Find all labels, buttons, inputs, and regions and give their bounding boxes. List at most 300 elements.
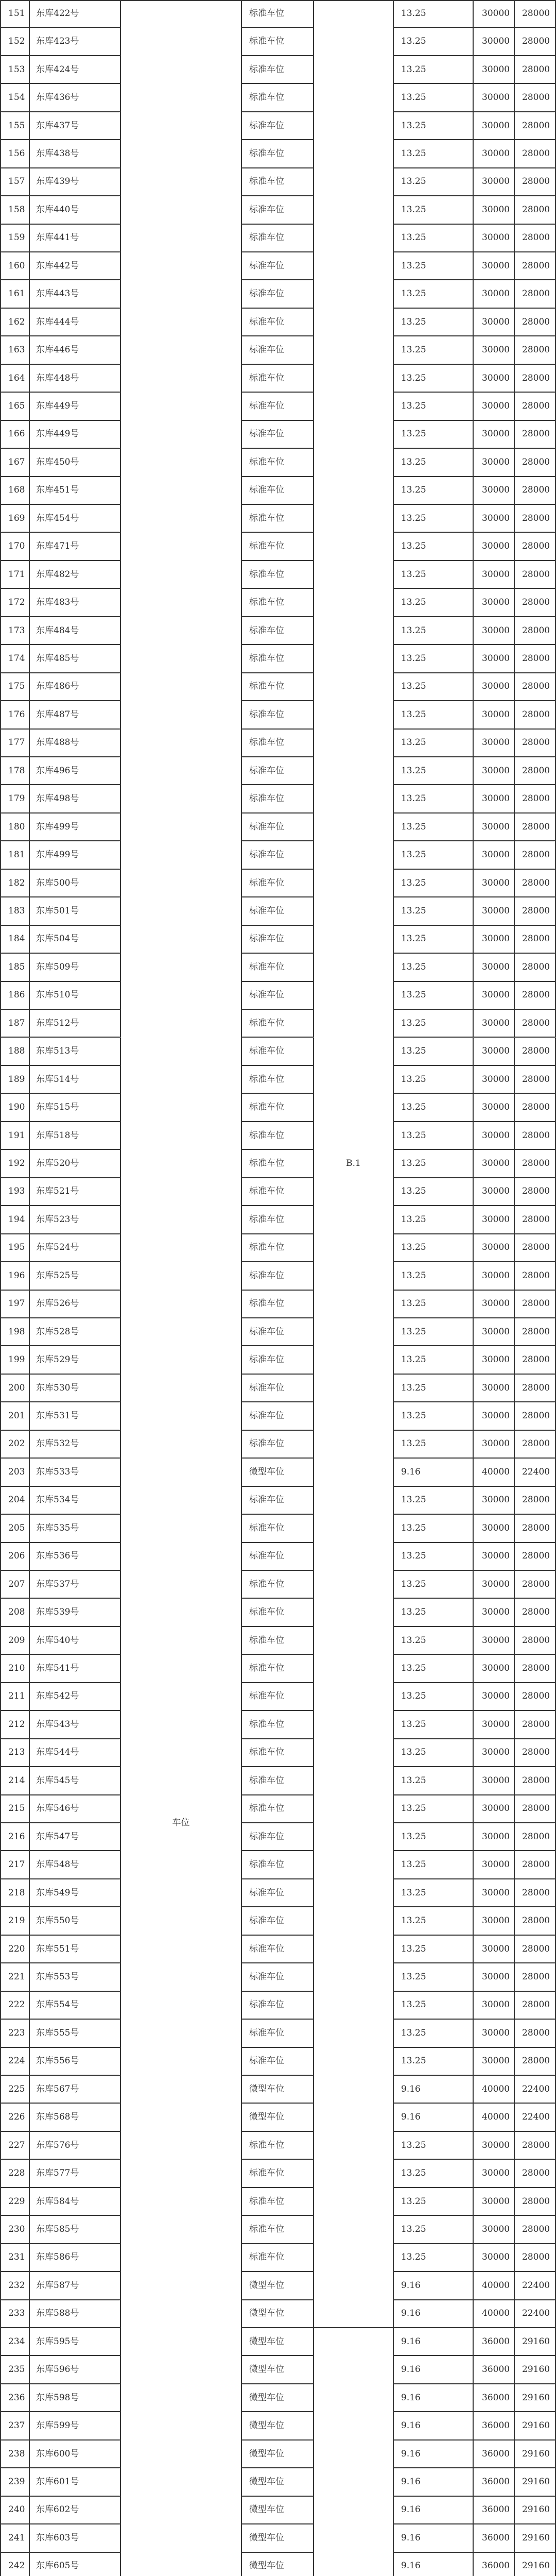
space-name-cell: 东库549号 [30,1879,121,1907]
area-cell: 13.25 [394,1599,474,1626]
price-cell: 30000 [474,1178,515,1206]
space-type-cell: 标准车位 [242,1627,314,1655]
space-name-cell: 东库600号 [30,2441,121,2468]
unit-price-cell: 28000 [515,1346,556,1374]
unit-price-cell: 28000 [515,1178,556,1206]
space-type-cell: 标准车位 [242,84,314,112]
unit-price-cell: 29160 [515,2468,556,2496]
price-cell: 30000 [474,1711,515,1739]
row-number-cell: 242 [0,2553,30,2576]
space-name-cell: 东库601号 [30,2468,121,2496]
unit-price-cell: 28000 [515,421,556,449]
row-number-cell: 202 [0,1431,30,1459]
price-cell: 30000 [474,841,515,869]
unit-price-cell: 28000 [515,1122,556,1150]
space-name-cell: 东库440号 [30,196,121,224]
space-name-cell: 东库514号 [30,1066,121,1094]
space-name-cell: 东库496号 [30,757,121,785]
price-cell: 30000 [474,2244,515,2272]
area-cell: 9.16 [394,2356,474,2384]
area-cell: 13.25 [394,673,474,701]
area-cell: 13.25 [394,897,474,925]
area-cell: 13.25 [394,196,474,224]
row-number-cell: 157 [0,168,30,196]
unit-price-cell: 28000 [515,1318,556,1346]
unit-price-cell: 28000 [515,2216,556,2244]
area-cell: 13.25 [394,1851,474,1879]
unit-price-cell: 28000 [515,533,556,561]
unit-price-cell: 28000 [515,1206,556,1234]
unit-price-cell: 28000 [515,730,556,757]
price-cell: 30000 [474,1683,515,1711]
unit-price-cell: 28000 [515,926,556,954]
row-number-cell: 216 [0,1823,30,1851]
space-type-cell: 微型车位 [242,2384,314,2412]
space-name-cell: 东库518号 [30,1122,121,1150]
unit-price-cell: 28000 [515,2160,556,2188]
price-cell: 30000 [474,870,515,897]
space-type-cell: 标准车位 [242,1823,314,1851]
area-cell: 13.25 [394,2020,474,2047]
row-number-cell: 160 [0,252,30,280]
space-name-cell: 东库545号 [30,1767,121,1795]
row-number-cell: 164 [0,365,30,393]
row-number-cell: 165 [0,393,30,420]
space-name-cell: 东库547号 [30,1823,121,1851]
space-name-cell: 东库498号 [30,785,121,813]
price-cell: 30000 [474,1262,515,1290]
area-cell: 13.25 [394,1318,474,1346]
unit-price-cell: 28000 [515,982,556,1010]
unit-price-cell: 28000 [515,1010,556,1038]
price-cell: 30000 [474,814,515,841]
row-number-cell: 189 [0,1066,30,1094]
area-cell: 13.25 [394,954,474,981]
unit-price-cell: 28000 [515,1907,556,1935]
space-type-cell: 标准车位 [242,1851,314,1879]
area-cell: 13.25 [394,730,474,757]
price-cell: 30000 [474,477,515,505]
area-cell: 13.25 [394,84,474,112]
space-name-cell: 东库553号 [30,1963,121,1991]
row-number-cell: 239 [0,2468,30,2496]
space-name-cell: 东库540号 [30,1627,121,1655]
price-cell: 30000 [474,1992,515,2020]
space-name-cell: 东库546号 [30,1795,121,1823]
unit-price-cell: 28000 [515,1936,556,1963]
area-cell: 13.25 [394,477,474,505]
area-cell: 13.25 [394,1823,474,1851]
row-number-cell: 205 [0,1515,30,1543]
space-type-cell: 标准车位 [242,2132,314,2160]
area-cell: 13.25 [394,1655,474,1683]
row-number-cell: 170 [0,533,30,561]
space-name-cell: 东库509号 [30,954,121,981]
space-name-cell: 东库550号 [30,1907,121,1935]
space-type-cell: 标准车位 [242,393,314,420]
area-cell: 13.25 [394,1571,474,1599]
space-type-cell: 标准车位 [242,730,314,757]
row-number-cell: 193 [0,1178,30,1206]
area-cell: 13.25 [394,841,474,869]
price-cell: 30000 [474,1739,515,1767]
space-type-cell: 标准车位 [242,1346,314,1374]
unit-price-cell: 28000 [515,1487,556,1515]
area-cell: 13.25 [394,225,474,252]
row-number-cell: 232 [0,2272,30,2300]
unit-price-cell: 28000 [515,1963,556,1991]
space-type-cell: 标准车位 [242,785,314,813]
space-type-cell: 标准车位 [242,421,314,449]
price-cell: 30000 [474,1066,515,1094]
row-number-cell: 238 [0,2441,30,2468]
space-type-cell: 标准车位 [242,1234,314,1262]
area-cell: 13.25 [394,1907,474,1935]
unit-price-cell: 29160 [515,2328,556,2356]
space-name-cell: 东库515号 [30,1094,121,1122]
price-cell: 36000 [474,2497,515,2524]
space-type-cell: 标准车位 [242,1683,314,1711]
space-type-cell: 标准车位 [242,701,314,729]
row-number-cell: 218 [0,1879,30,1907]
space-type-cell: 标准车位 [242,1150,314,1178]
space-type-cell: 标准车位 [242,841,314,869]
unit-price-cell: 22400 [515,2076,556,2104]
space-type-cell: 标准车位 [242,1515,314,1543]
row-number-cell: 151 [0,0,30,28]
row-number-cell: 233 [0,2300,30,2328]
unit-price-cell: 28000 [515,645,556,673]
row-number-cell: 213 [0,1739,30,1767]
row-number-cell: 172 [0,589,30,617]
row-number-cell: 224 [0,2048,30,2076]
price-cell: 36000 [474,2328,515,2356]
price-cell: 30000 [474,252,515,280]
space-name-cell: 东库537号 [30,1571,121,1599]
space-name-cell: 东库423号 [30,28,121,56]
unit-price-cell: 28000 [515,1066,556,1094]
row-number-cell: 203 [0,1459,30,1486]
space-name-cell: 东库603号 [30,2524,121,2552]
space-name-cell: 东库588号 [30,2300,121,2328]
space-type-cell: 标准车位 [242,1711,314,1739]
row-number-cell: 168 [0,477,30,505]
area-cell: 13.25 [394,168,474,196]
unit-price-cell: 28000 [515,449,556,477]
space-type-cell: 标准车位 [242,1178,314,1206]
price-cell: 30000 [474,1318,515,1346]
space-name-cell: 东库605号 [30,2553,121,2576]
price-cell: 30000 [474,1907,515,1935]
space-type-cell: 标准车位 [242,561,314,589]
unit-price-cell: 28000 [515,814,556,841]
space-type-cell: 标准车位 [242,2244,314,2272]
price-cell: 30000 [474,1346,515,1374]
area-cell: 13.25 [394,421,474,449]
price-cell: 30000 [474,1122,515,1150]
row-number-cell: 155 [0,112,30,140]
space-name-cell: 东库454号 [30,505,121,533]
row-number-cell: 195 [0,1234,30,1262]
row-number-cell: 212 [0,1711,30,1739]
space-type-cell: 标准车位 [242,1318,314,1346]
space-name-cell: 东库438号 [30,140,121,168]
row-number-cell: 152 [0,28,30,56]
space-type-cell: 标准车位 [242,2216,314,2244]
space-type-cell: 标准车位 [242,1963,314,1991]
space-name-cell: 东库499号 [30,841,121,869]
price-cell: 30000 [474,28,515,56]
space-name-cell: 东库529号 [30,1346,121,1374]
row-number-cell: 190 [0,1094,30,1122]
unit-price-cell: 28000 [515,1234,556,1262]
area-cell: 13.25 [394,2048,474,2076]
space-name-cell: 东库436号 [30,84,121,112]
area-cell: 13.25 [394,533,474,561]
price-cell: 36000 [474,2524,515,2552]
row-number-cell: 229 [0,2188,30,2216]
row-number-cell: 162 [0,309,30,336]
space-name-cell: 东库533号 [30,1459,121,1486]
row-number-cell: 161 [0,280,30,308]
space-name-cell: 东库500号 [30,870,121,897]
unit-price-cell: 28000 [515,196,556,224]
unit-price-cell: 28000 [515,2048,556,2076]
area-cell: 13.25 [394,140,474,168]
space-type-cell: 微型车位 [242,2468,314,2496]
row-number-cell: 188 [0,1038,30,1066]
area-cell: 13.25 [394,449,474,477]
price-cell: 36000 [474,2468,515,2496]
unit-price-cell: 29160 [515,2441,556,2468]
space-type-cell: 微型车位 [242,2104,314,2131]
row-number-cell: 201 [0,1402,30,1430]
unit-price-cell: 28000 [515,1038,556,1066]
price-cell: 30000 [474,701,515,729]
row-number-cell: 219 [0,1907,30,1935]
area-cell: 13.25 [394,1431,474,1459]
unit-price-cell: 28000 [515,1571,556,1599]
space-name-cell: 东库542号 [30,1683,121,1711]
space-type-cell: 微型车位 [242,2300,314,2328]
unit-price-cell: 28000 [515,1655,556,1683]
space-type-cell: 标准车位 [242,1094,314,1122]
row-number-cell: 184 [0,926,30,954]
row-number-cell: 159 [0,225,30,252]
space-name-cell: 东库525号 [30,1262,121,1290]
area-cell: 13.25 [394,1178,474,1206]
price-cell: 30000 [474,1879,515,1907]
unit-price-cell: 28000 [515,140,556,168]
space-name-cell: 东库548号 [30,1851,121,1879]
space-type-cell: 微型车位 [242,1459,314,1486]
unit-price-cell: 28000 [515,561,556,589]
space-type-cell: 标准车位 [242,1655,314,1683]
space-name-cell: 东库599号 [30,2412,121,2440]
unit-price-cell: 28000 [515,1543,556,1571]
price-cell: 36000 [474,2553,515,2576]
area-cell: 13.25 [394,2160,474,2188]
space-type-cell: 标准车位 [242,1291,314,1318]
space-type-cell: 标准车位 [242,477,314,505]
unit-price-cell: 28000 [515,168,556,196]
area-cell: 13.25 [394,1879,474,1907]
price-cell: 30000 [474,168,515,196]
category-cell: 车位 [121,0,242,2576]
area-cell: 13.25 [394,1963,474,1991]
space-name-cell: 东库451号 [30,477,121,505]
space-type-cell: 标准车位 [242,0,314,28]
space-type-cell: 标准车位 [242,1739,314,1767]
unit-price-cell: 28000 [515,1767,556,1795]
unit-price-cell: 28000 [515,252,556,280]
area-cell: 13.25 [394,2188,474,2216]
area-cell: 13.25 [394,56,474,84]
space-type-cell: 标准车位 [242,954,314,981]
space-type-cell: 标准车位 [242,1907,314,1935]
area-cell: 9.16 [394,2384,474,2412]
space-type-cell: 标准车位 [242,1122,314,1150]
unit-price-cell: 28000 [515,1094,556,1122]
row-number-cell: 198 [0,1318,30,1346]
space-name-cell: 东库444号 [30,309,121,336]
row-number-cell: 174 [0,645,30,673]
space-name-cell: 东库524号 [30,1234,121,1262]
area-cell: 13.25 [394,336,474,364]
row-number-cell: 207 [0,1571,30,1599]
space-type-cell: 标准车位 [242,140,314,168]
area-cell: 13.25 [394,1346,474,1374]
area-cell: 13.25 [394,1795,474,1823]
unit-price-cell: 28000 [515,617,556,645]
price-cell: 30000 [474,1038,515,1066]
row-number-cell: 223 [0,2020,30,2047]
price-cell: 30000 [474,1150,515,1178]
space-type-cell: 微型车位 [242,2328,314,2356]
area-cell: 13.25 [394,1627,474,1655]
area-cell: 13.25 [394,1683,474,1711]
area-cell: 13.25 [394,505,474,533]
row-number-cell: 210 [0,1655,30,1683]
price-cell: 30000 [474,1599,515,1626]
space-name-cell: 东库449号 [30,421,121,449]
unit-price-cell: 28000 [515,477,556,505]
space-type-cell: 标准车位 [242,1571,314,1599]
area-cell: 9.16 [394,2272,474,2300]
space-name-cell: 东库554号 [30,1992,121,2020]
row-number-cell: 176 [0,701,30,729]
price-cell: 30000 [474,1375,515,1402]
area-cell: 13.25 [394,280,474,308]
price-cell: 30000 [474,1655,515,1683]
space-name-cell: 东库541号 [30,1655,121,1683]
price-cell: 30000 [474,393,515,420]
price-cell: 30000 [474,730,515,757]
price-cell: 30000 [474,954,515,981]
space-name-cell: 东库523号 [30,1206,121,1234]
space-type-cell: 微型车位 [242,2356,314,2384]
space-type-cell: 标准车位 [242,1543,314,1571]
area-cell: 13.25 [394,1767,474,1795]
space-name-cell: 东库424号 [30,56,121,84]
space-name-cell: 东库441号 [30,225,121,252]
space-name-cell: 东库577号 [30,2160,121,2188]
space-name-cell: 东库488号 [30,730,121,757]
space-type-cell: 标准车位 [242,1599,314,1626]
area-cell: 13.25 [394,365,474,393]
row-number-cell: 226 [0,2104,30,2131]
unit-price-cell: 29160 [515,2384,556,2412]
unit-price-cell: 28000 [515,1402,556,1430]
unit-price-cell: 28000 [515,1992,556,2020]
unit-price-cell: 29160 [515,2524,556,2552]
space-type-cell: 标准车位 [242,897,314,925]
space-name-cell: 东库513号 [30,1038,121,1066]
area-cell: 9.16 [394,2524,474,2552]
unit-price-cell: 28000 [515,757,556,785]
row-number-cell: 181 [0,841,30,869]
space-type-cell: 标准车位 [242,673,314,701]
area-cell: 13.25 [394,1122,474,1150]
space-type-cell: 标准车位 [242,1431,314,1459]
space-type-cell: 标准车位 [242,252,314,280]
row-number-cell: 185 [0,954,30,981]
space-name-cell: 东库448号 [30,365,121,393]
price-cell: 30000 [474,225,515,252]
unit-price-cell: 22400 [515,2272,556,2300]
space-name-cell: 东库544号 [30,1739,121,1767]
row-number-cell: 241 [0,2524,30,2552]
space-type-cell: 标准车位 [242,1375,314,1402]
price-cell: 30000 [474,505,515,533]
space-name-cell: 东库587号 [30,2272,121,2300]
price-cell: 30000 [474,1823,515,1851]
space-name-cell: 东库487号 [30,701,121,729]
area-cell: 13.25 [394,645,474,673]
unit-price-cell: 28000 [515,954,556,981]
row-number-cell: 179 [0,785,30,813]
space-name-cell: 东库504号 [30,926,121,954]
row-number-cell: 225 [0,2076,30,2104]
row-number-cell: 197 [0,1291,30,1318]
area-cell: 13.25 [394,2244,474,2272]
price-cell: 30000 [474,1010,515,1038]
row-number-cell: 196 [0,1262,30,1290]
row-number-cell: 192 [0,1150,30,1178]
floor-cell [314,2328,394,2576]
price-cell: 30000 [474,1487,515,1515]
area-cell: 9.16 [394,2328,474,2356]
area-cell: 13.25 [394,982,474,1010]
area-cell: 13.25 [394,1992,474,2020]
row-number-cell: 230 [0,2216,30,2244]
row-number-cell: 227 [0,2132,30,2160]
unit-price-cell: 28000 [515,897,556,925]
price-cell: 30000 [474,533,515,561]
row-number-cell: 156 [0,140,30,168]
price-cell: 30000 [474,1431,515,1459]
space-type-cell: 标准车位 [242,814,314,841]
price-cell: 30000 [474,1206,515,1234]
area-cell: 13.25 [394,1291,474,1318]
space-name-cell: 东库521号 [30,1178,121,1206]
unit-price-cell: 28000 [515,589,556,617]
space-type-cell: 标准车位 [242,1767,314,1795]
space-name-cell: 东库520号 [30,1150,121,1178]
price-cell: 30000 [474,1291,515,1318]
space-name-cell: 东库596号 [30,2356,121,2384]
space-name-cell: 东库543号 [30,1711,121,1739]
